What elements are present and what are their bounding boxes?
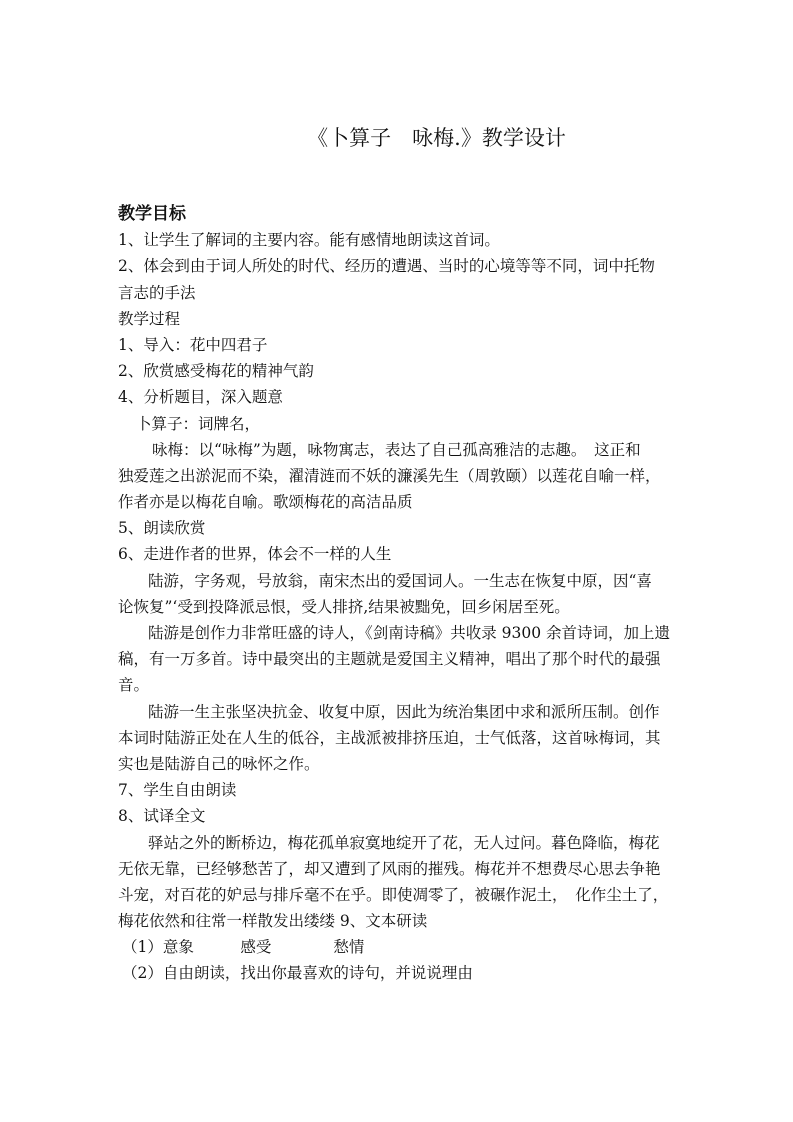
text-line: 1、让学生了解词的主要内容。能有感情地朗读这首词。 [118,231,500,250]
text-line: 咏梅：以“咏梅”为题，咏物寓志，表达了自己孤高雅洁的志趣。 这正和 [152,440,641,459]
text-line: 音。 [118,676,150,695]
text-line: 教学过程 [118,309,181,328]
text-line: 1、导入：花中四君子 [118,335,268,354]
text-line: 2、体会到由于词人所处的时代、经历的遭遇、当时的心境等等不同，词中托物 [118,257,655,276]
section-heading: 教学目标 [118,204,186,224]
text-line: （1）意象 感受 愁情 [122,938,365,957]
text-line: （2）自由朗读，找出你最喜欢的诗句，并说说理由 [122,964,473,983]
text-line: 5、朗读欣赏 [118,519,206,538]
text-line: 稿，有一万多首。诗中最突出的主题就是爱国主义精神，唱出了那个时代的最强 [118,650,661,669]
document-title: 《卜算子 咏梅.》教学设计 [307,126,566,150]
text-line: 实也是陆游自己的咏怀之作。 [118,754,320,773]
text-line: 6、走进作者的世界，体会不一样的人生 [118,545,392,564]
text-line: 无依无靠，已经够愁苦了，却又遭到了风雨的摧残。梅花并不想费尽心思去争艳 [118,859,661,878]
text-line: 4、分析题目，深入题意 [118,388,283,407]
text-line: 2、欣赏感受梅花的精神气韵 [118,362,314,381]
text-line: 作者亦是以梅花自喻。歌颂梅花的高洁品质 [118,493,413,512]
text-line: 陆游，字务观，号放翁，南宋杰出的爱国词人。一生志在恢复中原，因“喜 [148,571,652,590]
text-line: 本词时陆游正处在人生的低谷，主战派被排挤压迫，士气低落，这首咏梅词，其 [118,728,661,747]
text-line: 8、试译全文 [118,807,206,826]
text-line: 论恢复”‘受到投降派忌恨，受人排挤,结果被黜免，回乡闲居至死。 [118,597,570,616]
text-line: 驿站之外的断桥边，梅花孤单寂寞地绽开了花，无人过问。暮色降临，梅花 [148,833,660,852]
text-line: 陆游一生主张坚决抗金、收复中原，因此为统治集团中求和派所压制。创作 [148,702,660,721]
text-line: 独爱莲之出淤泥而不染，濯清涟而不妖的濂溪先生（周敦颐）以莲花自喻一样， [118,466,661,485]
document-body [118,201,678,987]
text-line: 梅花依然和往常一样散发出缕缕 9、文本研读 [118,912,428,931]
text-line: 陆游是创作力非常旺盛的诗人，《剑南诗稿》共收录 9300 余首诗词，加上遗 [148,624,671,642]
text-line: 7、学生自由朗读 [118,781,237,800]
text-line: 言志的手法 [118,283,196,302]
text-line: 卜算子：词牌名， [136,414,261,433]
text-line: 斗宠，对百花的妒忌与排斥毫不在乎。即使凋零了，被碾作泥土， 化作尘土了， [118,885,669,904]
